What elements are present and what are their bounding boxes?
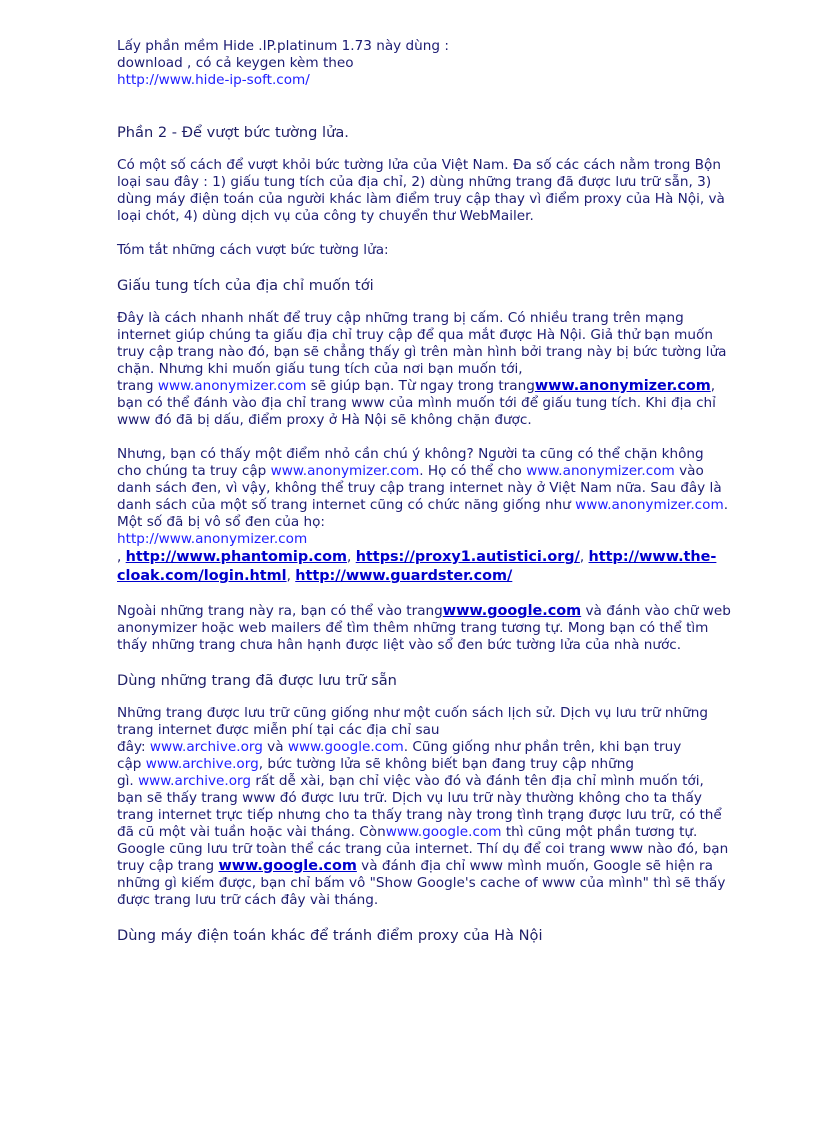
part2-heading: Phần 2 - Để vượt bức tường lửa. <box>117 124 349 141</box>
proxy-links-line: cloak.com/login.html, http://www.guardster.com/ <box>117 568 513 584</box>
the-cloak-link-cont[interactable]: cloak.com/login.html <box>117 568 287 584</box>
phantomip-link[interactable]: http://www.phantomip.com <box>125 549 348 565</box>
document-page <box>117 38 777 946</box>
archive-link[interactable]: www.archive.org <box>145 756 259 772</box>
paragraph-line: loại chót, 4) dùng dịch vụ của công ty chuyển thư WebMailer. <box>117 208 534 224</box>
anonymizer-bold-link[interactable]: www.anonymizer.com <box>534 378 711 394</box>
paragraph-line: trang internet trực tiếp nhưng cho ta thấy trang này trong tình trạng được lưu trữ, có thể <box>117 807 722 823</box>
paragraph-line: chặn. Nhưng khi muốn giấu tung tích của nơi bạn muốn tới, <box>117 361 523 377</box>
section-heading: Dùng những trang đã được lưu trữ sẵn <box>117 672 397 689</box>
google-link[interactable]: www.google.com <box>287 739 404 755</box>
paragraph-line: anonymizer hoặc web mailers để tìm thêm những trang tương tự. Mong bạn có thể tìm <box>117 620 709 636</box>
guardster-link[interactable]: http://www.guardster.com/ <box>295 568 513 584</box>
paragraph-line: truy cập trang www.google.com và đánh địa chỉ www mình muốn, Google sẽ hiện ra <box>117 858 713 874</box>
paragraph-line: thấy những trang chưa hân hạnh được liệt vào sổ đen bức tường lửa của nhà nước. <box>117 637 682 653</box>
paragraph-line: cập www.archive.org, bức tường lửa sẽ không biết bạn đang truy cập những <box>117 756 634 772</box>
paragraph-line: loại sau đây : 1) giấu tung tích của địa chỉ, 2) dùng những trang đã được lưu trữ sẵn, 3) <box>117 174 712 190</box>
the-cloak-link[interactable]: http://www.the- <box>588 549 717 565</box>
google-bold-link[interactable]: www.google.com <box>218 858 357 874</box>
paragraph-line: trang www.anonymizer.com sẽ giúp bạn. Từ ngay trong trangwww.anonymizer.com, <box>117 378 716 394</box>
intro-line: download , có cả keygen kèm theo <box>117 55 354 71</box>
paragraph-line: gì. www.archive.org rất dễ xài, bạn chỉ việc vào đó và đánh tên địa chỉ mình muốn tới, <box>117 773 704 789</box>
paragraph-line: bạn sẽ thấy trang www đó được lưu trữ. Dịch vụ lưu trữ này thường không cho ta thấy <box>117 790 702 806</box>
paragraph-line: Google cũng lưu trữ toàn thể các trang của internet. Thí dụ để coi trang www nào đó, bạn <box>117 841 729 857</box>
paragraph-line: truy cập trang nào đó, bạn sẽ chẳng thấy gì trên màn hình bởi trang này bị bức tường lửa <box>117 344 727 360</box>
google-link[interactable]: www.google.com <box>385 824 502 840</box>
anonymizer-link[interactable]: www.anonymizer.com <box>270 463 420 479</box>
paragraph-line: cho chúng ta truy cập www.anonymizer.com. Họ có thể cho www.anonymizer.com vào <box>117 463 704 479</box>
paragraph-line: Có một số cách để vượt khỏi bức tường lửa của Việt Nam. Đa số các cách nằm trong Bộn <box>117 157 721 173</box>
paragraph-line: Nhưng, bạn có thấy một điểm nhỏ cần chú ý không? Người ta cũng có thể chặn không <box>117 446 704 462</box>
google-bold-link[interactable]: www.google.com <box>442 603 582 619</box>
paragraph-line: danh sách đen, vì vậy, không thể truy cập trang internet này ở Việt Nam nữa. Sau đây là <box>117 480 722 496</box>
paragraph-line: trang internet được miễn phí tại các địa chỉ sau <box>117 722 440 738</box>
autistici-link[interactable]: https://proxy1.autistici.org/ <box>355 549 580 565</box>
paragraph-line: dùng máy điện toán của người khác làm điểm truy cập thay vì điểm proxy của Hà Nội, và <box>117 191 725 207</box>
paragraph-line: danh sách của một số trang internet cũng có chức năng giống như www.anonymizer.com. <box>117 497 729 513</box>
paragraph-line: Đây là cách nhanh nhất để truy cập những trang bị cấm. Có nhiều trang trên mạng <box>117 310 684 326</box>
anonymizer-link[interactable]: www.anonymizer.com <box>526 463 675 479</box>
summary-line: Tóm tắt những cách vượt bức tường lửa: <box>117 242 389 258</box>
paragraph-line: Ngoài những trang này ra, bạn có thể vào trangwww.google.com và đánh vào chữ web <box>117 603 731 619</box>
anonymizer-link[interactable]: www.anonymizer.com <box>157 378 307 394</box>
paragraph-line: internet giúp chúng ta giấu địa chỉ truy cập để qua mắt được Hà Nội. Giả thử bạn muốn <box>117 327 713 343</box>
paragraph-line: bạn có thể đánh vào địa chỉ trang www của mình muốn tới để giấu tung tích. Khi địa chỉ <box>117 395 716 411</box>
paragraph-line: Một số đã bị vô sổ đen của họ: <box>117 514 326 530</box>
paragraph-line: đã cũ một vài tuần hoặc vài tháng. Cònwww.google.com thì cũng một phần tương tự. <box>117 824 698 840</box>
section-heading: Dùng máy điện toán khác để tránh điểm proxy của Hà Nội <box>117 927 543 944</box>
paragraph-line: được trang lưu trữ cách đây vài tháng. <box>117 892 379 908</box>
paragraph-line: đây: www.archive.org và www.google.com. Cũng giống như phần trên, khi bạn truy <box>117 739 682 755</box>
paragraph-line: Những trang được lưu trữ cũng giống như một cuốn sách lịch sử. Dịch vụ lưu trữ những <box>117 705 709 721</box>
archive-link[interactable]: www.archive.org <box>138 773 251 789</box>
proxy-links-line: , http://www.phantomip.com, https://proxy1.autistici.org/, http://www.the- <box>117 549 717 565</box>
anonymizer-link[interactable]: www.anonymizer.com <box>575 497 724 513</box>
hide-ip-link[interactable]: http://www.hide-ip-soft.com/ <box>117 72 310 88</box>
section-heading: Giấu tung tích của địa chỉ muốn tới <box>117 277 374 294</box>
archive-link[interactable]: www.archive.org <box>149 739 263 755</box>
intro-line: Lấy phần mềm Hide .IP.platinum 1.73 này dùng : <box>117 38 449 54</box>
anonymizer-url-link[interactable]: http://www.anonymizer.com <box>117 531 308 547</box>
paragraph-line: những gì kiếm được, bạn chỉ bấm vô "Show Google's cache of www của mình" thì sẽ thấy <box>117 875 726 891</box>
paragraph-line: www đó đã bị dấu, điểm proxy ở Hà Nội sẽ không chặn được. <box>117 412 532 428</box>
